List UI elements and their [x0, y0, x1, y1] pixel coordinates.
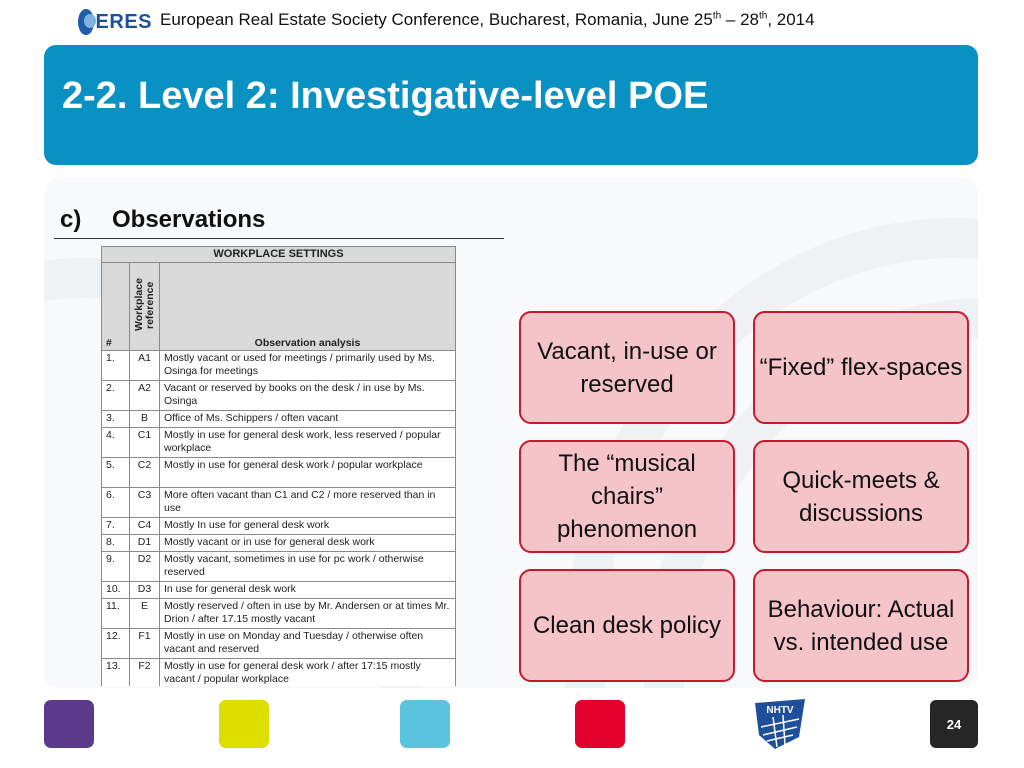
row-ref-cell: D1	[130, 535, 160, 552]
globe-icon	[78, 9, 94, 35]
table-row	[102, 659, 456, 687]
row-analysis-cell: More often vacant than C1 and C2 / more reserved than in use	[160, 488, 456, 518]
row-ref-cell: D3	[130, 582, 160, 599]
header-workplace-reference	[130, 263, 160, 351]
card-musical-chairs: The “musical chairs” phenomenon	[519, 440, 735, 553]
conference-part-3: , 2014	[767, 10, 815, 29]
table-row	[102, 381, 456, 411]
page-number: 24	[930, 700, 978, 748]
footer-square-cyan	[400, 700, 450, 748]
table-caption: WORKPLACE SETTINGS	[102, 247, 456, 263]
header-num: #	[102, 263, 130, 351]
nhtv-label: NHTV	[766, 705, 794, 716]
conference-sup-1: th	[712, 10, 722, 22]
row-analysis-cell: Mostly in use for general desk work, less reserved / popular workplace	[160, 428, 456, 458]
row-num-cell: 11.	[102, 599, 130, 629]
row-ref-cell: C4	[130, 518, 160, 535]
row-num-cell: 13.	[102, 659, 130, 687]
row-ref-cell: F2	[130, 659, 160, 687]
row-analysis-cell: In use for general desk work	[160, 582, 456, 599]
row-num-cell: 3.	[102, 411, 130, 428]
row-analysis-cell: Mostly vacant, sometimes in use for pc work / otherwise reserved	[160, 552, 456, 582]
nhtv-logo	[753, 697, 807, 751]
card-vacant-in-use: Vacant, in-use or reserved	[519, 311, 735, 424]
conference-part-1: European Real Estate Society Conference, Bucharest, Romania, June 25	[160, 10, 713, 29]
conference-title	[160, 10, 815, 30]
row-num-cell: 8.	[102, 535, 130, 552]
table-row	[102, 629, 456, 659]
table-row	[102, 428, 456, 458]
table-row	[102, 351, 456, 381]
card-fixed-flex-spaces: “Fixed” flex-spaces	[753, 311, 969, 424]
row-num-cell: 4.	[102, 428, 130, 458]
conference-sup-2: th	[758, 10, 768, 22]
logo-text: ERES	[95, 10, 152, 33]
row-num-cell: 10.	[102, 582, 130, 599]
row-num-cell: 5.	[102, 458, 130, 488]
row-analysis-cell: Mostly in use for general desk work / popular workplace	[160, 458, 456, 488]
card-behaviour: Behaviour: Actual vs. intended use	[753, 569, 969, 682]
row-analysis-cell: Vacant or reserved by books on the desk / in use by Ms. Osinga	[160, 381, 456, 411]
row-num-cell: 9.	[102, 552, 130, 582]
row-ref-cell: F1	[130, 629, 160, 659]
row-analysis-cell: Office of Ms. Schippers / often vacant	[160, 411, 456, 428]
subheading-underline	[54, 238, 504, 239]
table-row	[102, 488, 456, 518]
footer-square-purple	[44, 700, 94, 748]
row-analysis-cell: Mostly In use for general desk work	[160, 518, 456, 535]
row-ref-cell: B	[130, 411, 160, 428]
row-num-cell: 2.	[102, 381, 130, 411]
row-analysis-cell: Mostly reserved / often in use by Mr. Andersen or at times Mr. Drion / after 17.15 mostly vacant	[160, 599, 456, 629]
row-num-cell: 6.	[102, 488, 130, 518]
row-ref-cell: C3	[130, 488, 160, 518]
subheading-label: c)	[60, 206, 82, 233]
row-ref-cell: A1	[130, 351, 160, 381]
table-row	[102, 518, 456, 535]
subheading	[60, 206, 265, 234]
table-row	[102, 599, 456, 629]
subheading-text: Observations	[112, 206, 266, 233]
header-bar	[0, 0, 1024, 44]
table-row	[102, 535, 456, 552]
slide-title: 2-2. Level 2: Investigative-level POE	[62, 75, 709, 117]
workplace-settings-table	[101, 246, 456, 686]
row-ref-cell: A2	[130, 381, 160, 411]
row-analysis-cell: Mostly in use on Monday and Tuesday / otherwise often vacant and reserved	[160, 629, 456, 659]
row-num-cell: 1.	[102, 351, 130, 381]
table-row	[102, 582, 456, 599]
footer-square-red	[575, 700, 625, 748]
table-row	[102, 552, 456, 582]
eres-logo	[78, 6, 152, 38]
row-num-cell: 12.	[102, 629, 130, 659]
row-analysis-cell: Mostly vacant or used for meetings / primarily used by Ms. Osinga for meetings	[160, 351, 456, 381]
card-quick-meets: Quick-meets & discussions	[753, 440, 969, 553]
table-row	[102, 458, 456, 488]
row-analysis-cell: Mostly in use for general desk work / after 17:15 mostly vacant / popular workplace	[160, 659, 456, 687]
card-clean-desk-policy: Clean desk policy	[519, 569, 735, 682]
header-ref-text: Workplace reference	[132, 278, 156, 332]
row-ref-cell: E	[130, 599, 160, 629]
row-num-cell: 7.	[102, 518, 130, 535]
table-row	[102, 411, 456, 428]
row-ref-cell: C1	[130, 428, 160, 458]
title-band	[44, 45, 978, 165]
row-analysis-cell: Mostly vacant or in use for general desk work	[160, 535, 456, 552]
row-ref-cell: D2	[130, 552, 160, 582]
row-ref-cell: C2	[130, 458, 160, 488]
conference-part-2: – 28	[721, 10, 759, 29]
footer-square-yellow	[219, 700, 269, 748]
table-body	[102, 351, 456, 687]
header-observation-analysis: Observation analysis	[160, 263, 456, 351]
